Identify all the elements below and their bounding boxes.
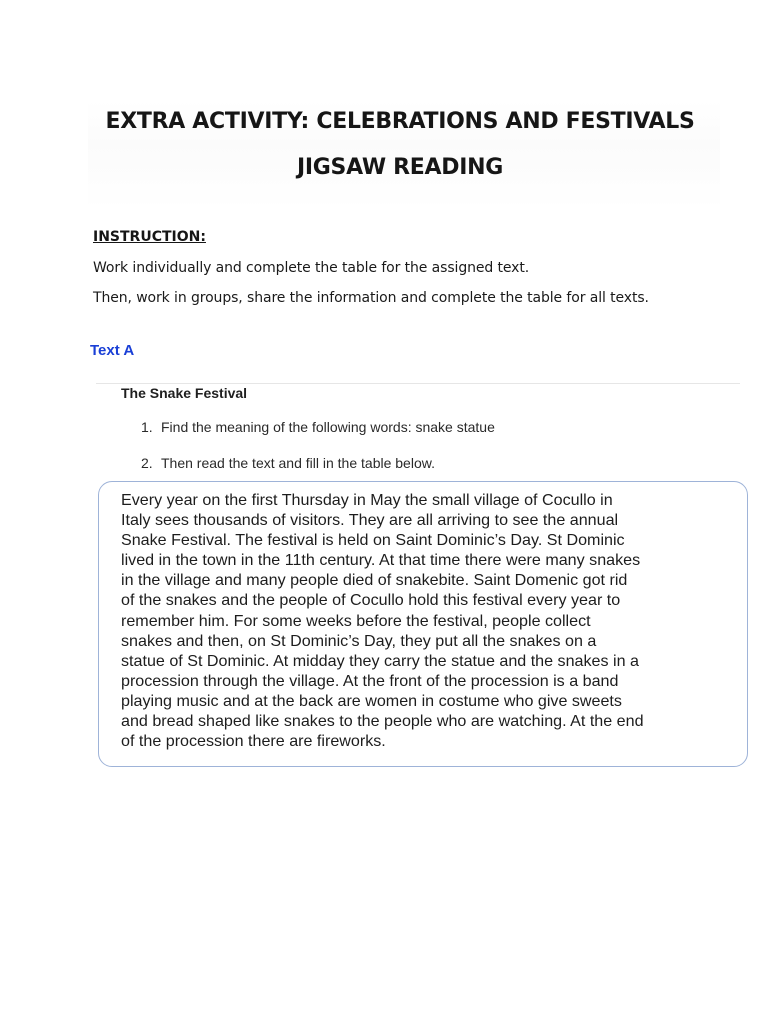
text-a-label: Text A	[90, 342, 135, 359]
task-item	[141, 455, 435, 471]
reading-passage	[121, 490, 741, 751]
passage-line: Every year on the first Thursday in May the small village of Cocullo in	[121, 491, 613, 509]
section-divider	[96, 383, 740, 384]
page-subtitle: JIGSAW READING	[297, 155, 503, 180]
instruction-line: Work individually and complete the table for the assigned text.	[93, 260, 530, 276]
instruction-line: Then, work in groups, share the information and complete the table for all texts.	[93, 290, 649, 306]
task-text: Find the meaning of the following words: snake statue	[161, 419, 495, 435]
passage-line: in the village and many people died of snakebite. Saint Domenic got rid	[121, 571, 628, 590]
passage-line: playing music and at the back are women in costume who give sweets	[121, 691, 622, 710]
passage-line: statue of St Dominic. At midday they carry the statue and the snakes in a	[121, 651, 639, 670]
passage-line: of the snakes and the people of Cocullo hold this festival every year to	[121, 591, 621, 610]
page-title: EXTRA ACTIVITY: CELEBRATIONS AND FESTIVALS	[105, 109, 695, 134]
passage-line: remember him. For some weeks before the festival, people collect	[121, 611, 591, 630]
passage-line: procession through the village. At the front of the procession is a band	[121, 671, 619, 690]
task-text: Then read the text and fill in the table below.	[161, 455, 435, 471]
passage-line: lived in the town in the 11th century. At that time there were many snakes	[121, 551, 641, 570]
instruction-heading: INSTRUCTION:	[93, 229, 206, 245]
task-number: 1.	[141, 419, 153, 435]
task-item	[141, 419, 495, 435]
festival-title: The Snake Festival	[121, 385, 248, 401]
passage-line: snakes and then, on St Dominic’s Day, they put all the snakes on a	[121, 631, 597, 650]
passage-line: Snake Festival. The festival is held on Saint Dominic’s Day. St Dominic	[121, 531, 625, 550]
passage-line: Italy sees thousands of visitors. They are all arriving to see the annual	[121, 511, 619, 530]
passage-line: of the procession there are fireworks.	[121, 732, 386, 751]
task-number: 2.	[141, 455, 153, 471]
passage-line: and bread shaped like snakes to the people who are watching. At the end	[121, 712, 644, 731]
